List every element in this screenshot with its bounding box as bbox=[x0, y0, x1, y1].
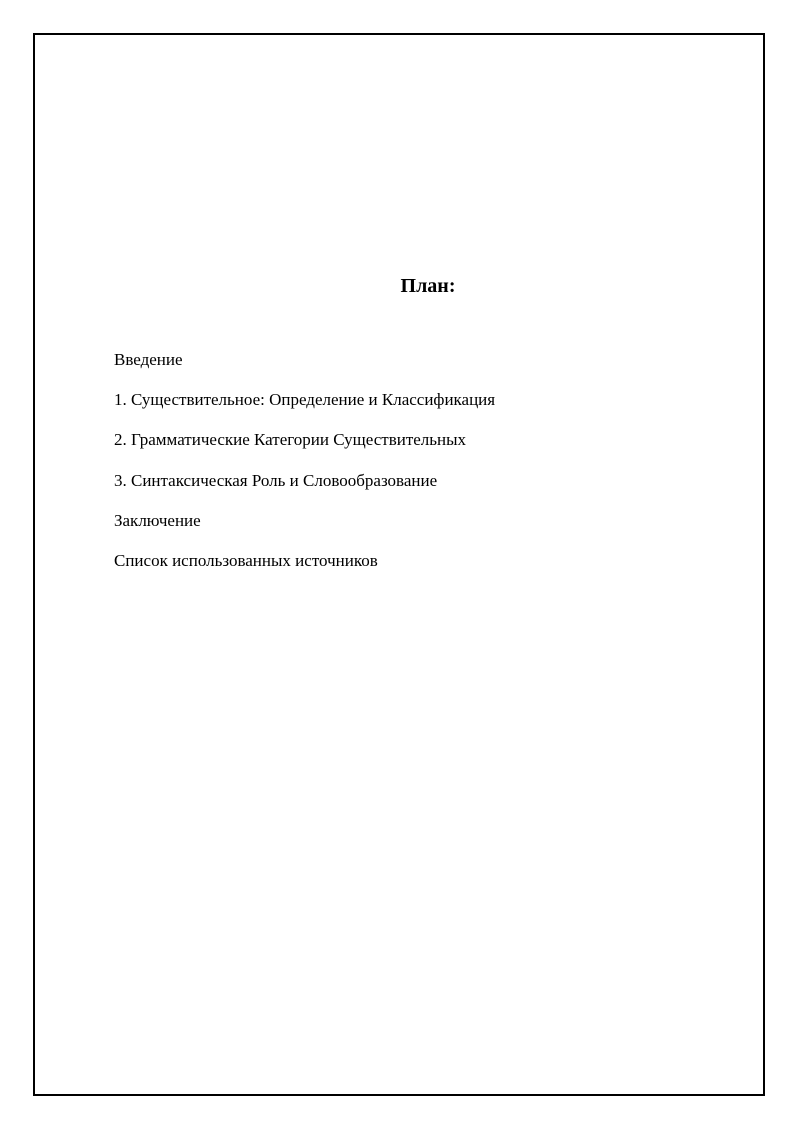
toc-item-introduction: Введение bbox=[114, 350, 183, 369]
toc-item-chapter-1: 1. Существительное: Определение и Классификация bbox=[114, 390, 496, 410]
toc-item-conclusion: Заключение bbox=[114, 510, 201, 530]
page-title: План: bbox=[400, 275, 456, 297]
toc-item-chapter-2: 2. Грамматические Категории Существительных bbox=[114, 430, 467, 450]
table-of-contents bbox=[114, 350, 495, 591]
toc-item-references: Список использованных источников bbox=[114, 550, 378, 570]
toc-item-chapter-3: 3. Синтаксическая Роль и Словообразование bbox=[114, 470, 438, 490]
